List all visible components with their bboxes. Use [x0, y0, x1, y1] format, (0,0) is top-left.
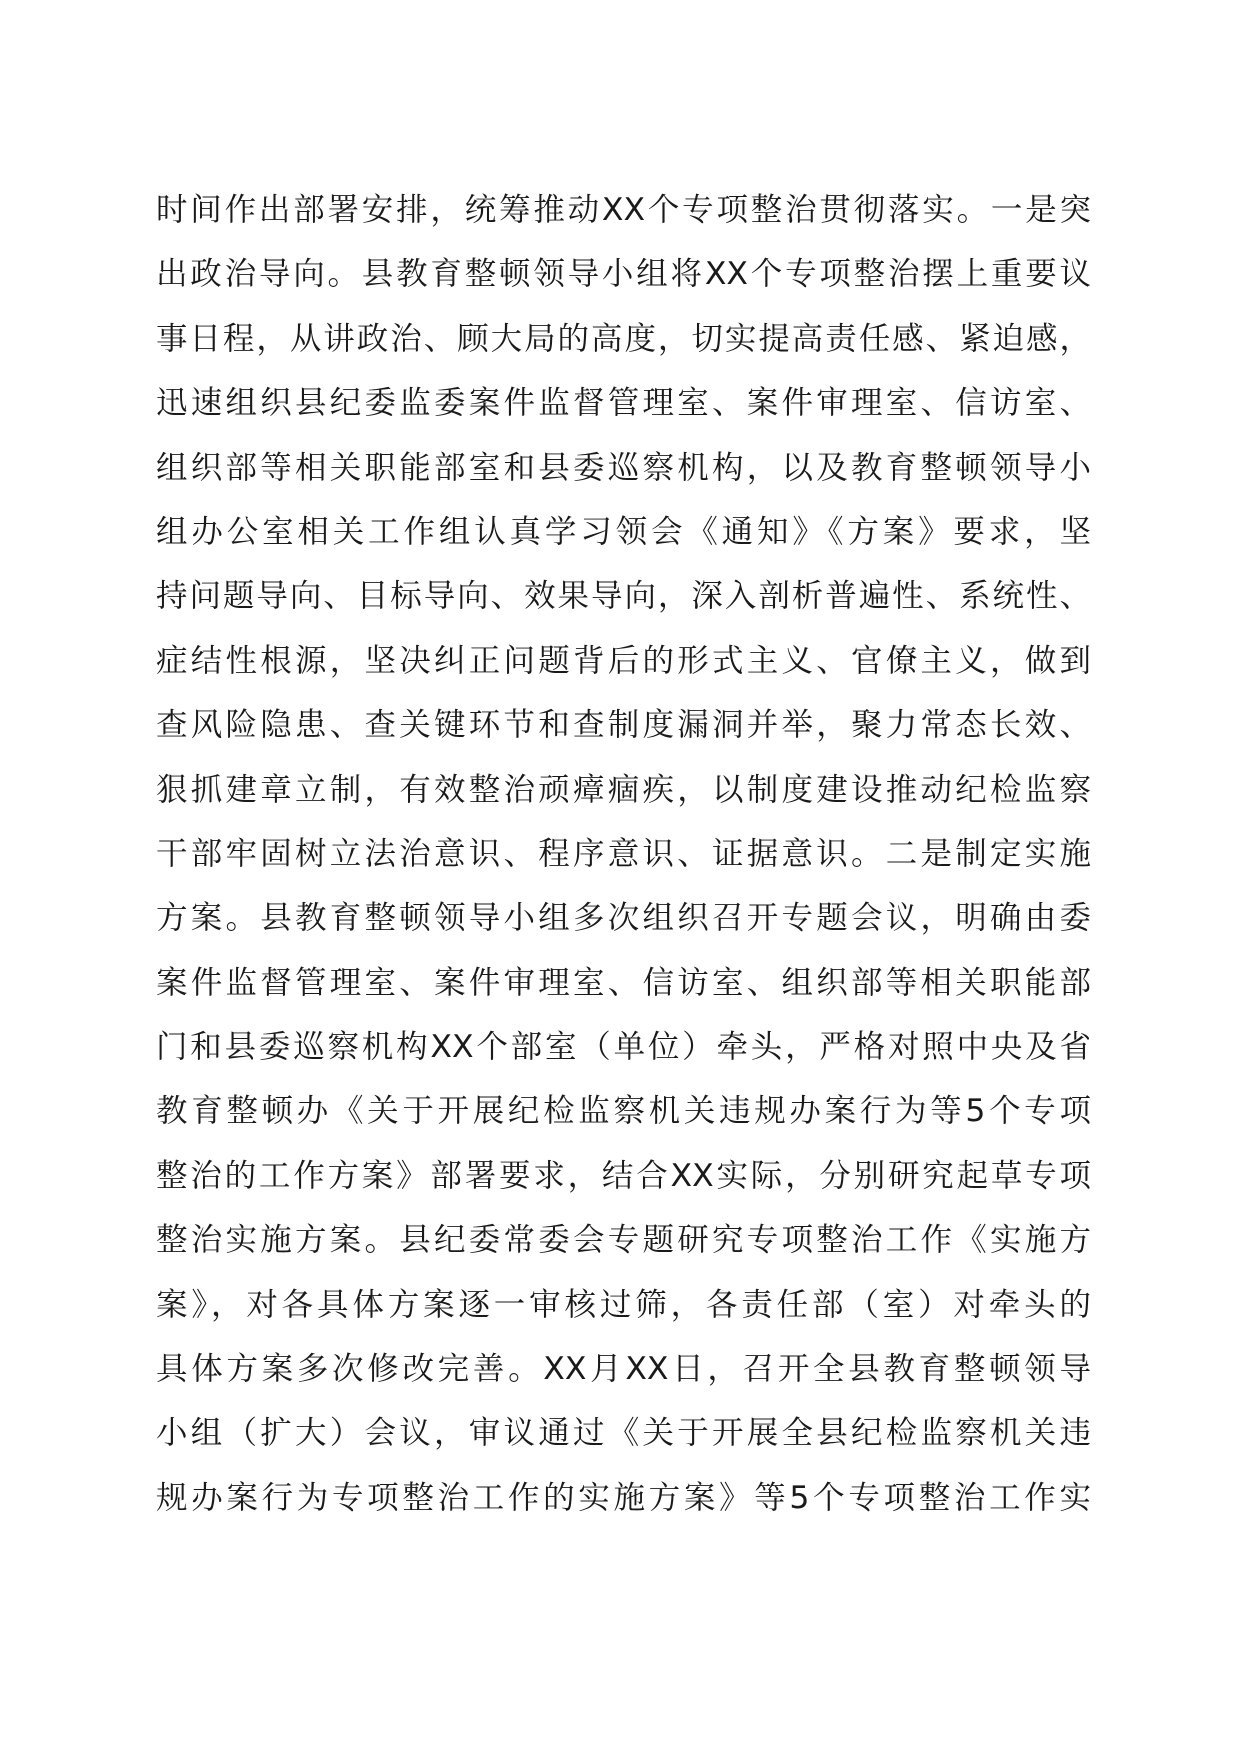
text-line-17: 整治实施方案。县纪委常委会专题研究专项整治工作《实施方: [156, 1222, 1091, 1259]
text-line-13: 案件监督管理室、案件审理室、信访室、组织部等相关职能部: [156, 964, 1091, 1001]
text-line-3: 事日程，从讲政治、顾大局的高度，切实提高责任感、紧迫感，: [156, 320, 1091, 357]
text-line-6: 组办公室相关工作组认真学习领会《通知》《方案》要求，坚: [156, 513, 1091, 550]
text-line-4: 迅速组织县纪委监委案件监督管理室、案件审理室、信访室、: [156, 385, 1091, 422]
text-line-12: 方案。县教育整顿领导小组多次组织召开专题会议，明确由委: [156, 900, 1091, 937]
text-line-2: 出政治导向。县教育整顿领导小组将XX个专项整治摆上重要议: [156, 256, 1091, 293]
text-line-19: 具体方案多次修改完善。XX月XX日，召开全县教育整顿领导: [156, 1351, 1091, 1388]
text-line-15: 教育整顿办《关于开展纪检监察机关违规办案行为等5个专项: [156, 1093, 1091, 1130]
text-line-14: 门和县委巡察机构XX个部室（单位）牵头，严格对照中央及省: [156, 1029, 1091, 1066]
body-text: [156, 178, 1091, 1530]
text-line-16: 整治的工作方案》部署要求，结合XX实际，分别研究起草专项: [156, 1157, 1091, 1194]
text-line-1: 时间作出部署安排，统筹推动XX个专项整治贯彻落实。一是突: [156, 192, 1091, 228]
text-line-11: 干部牢固树立法治意识、程序意识、证据意识。二是制定实施: [156, 835, 1091, 872]
text-line-7: 持问题导向、目标导向、效果导向，深入剖析普遍性、系统性、: [156, 578, 1091, 615]
text-line-10: 狠抓建章立制，有效整治顽瘴痼疾，以制度建设推动纪检监察: [156, 771, 1091, 808]
text-line-21: 规办案行为专项整治工作的实施方案》等5个专项整治工作实: [156, 1479, 1091, 1516]
text-line-18: 案》，对各具体方案逐一审核过筛，各责任部（室）对牵头的: [156, 1286, 1091, 1323]
text-line-8: 症结性根源，坚决纠正问题背后的形式主义、官僚主义，做到: [156, 642, 1091, 679]
text-line-9: 查风险隐患、查关键环节和查制度漏洞并举，聚力常态长效、: [156, 707, 1091, 744]
text-line-20: 小组（扩大）会议，审议通过《关于开展全县纪检监察机关违: [156, 1415, 1091, 1452]
text-line-5: 组织部等相关职能部室和县委巡察机构，以及教育整顿领导小: [156, 449, 1091, 486]
